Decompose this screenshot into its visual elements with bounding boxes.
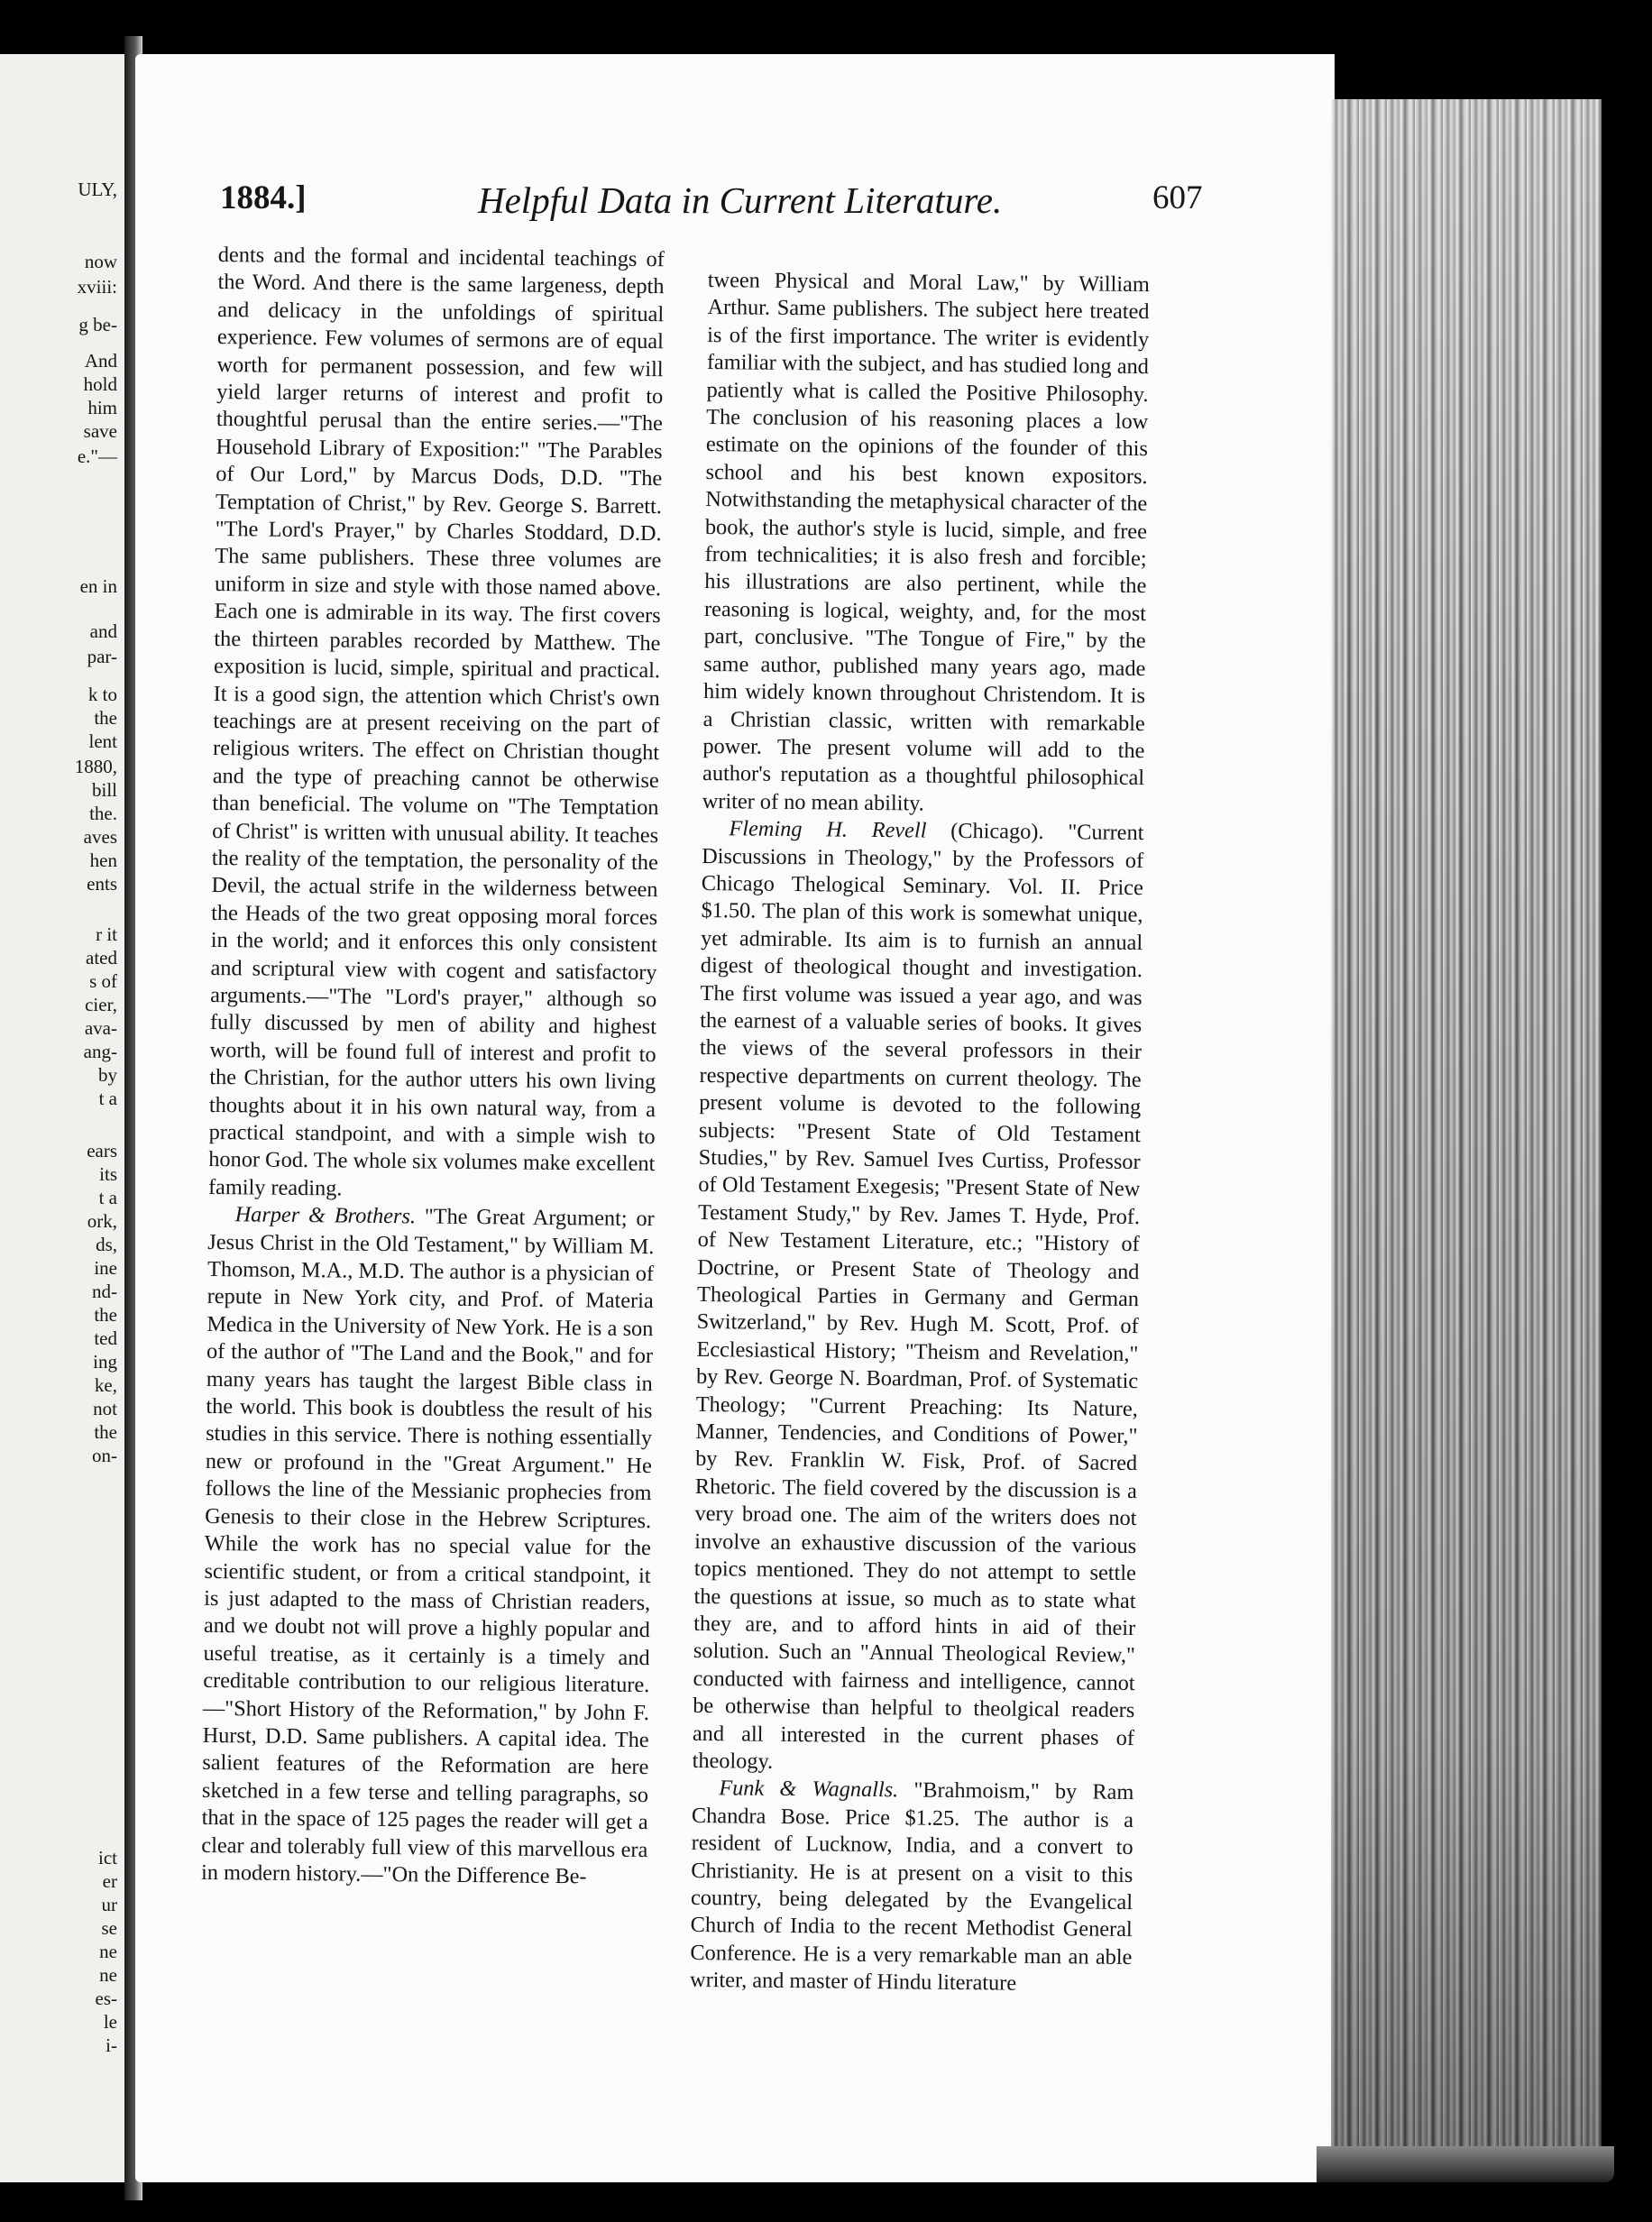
facing-page-text-fragment: ne: [99, 1964, 117, 1986]
page-number: 607: [1152, 179, 1203, 216]
facing-page-text-fragment: and: [89, 620, 117, 642]
facing-page-text-fragment: es-: [95, 1988, 117, 2009]
facing-page-text-fragment: t a: [98, 1187, 117, 1208]
publisher-name: Harper & Brothers.: [234, 1202, 417, 1229]
facing-page-text-fragment: not: [93, 1398, 117, 1419]
facing-page-text-fragment: ing: [93, 1351, 117, 1373]
facing-page-text-fragment: se: [101, 1917, 117, 1939]
facing-page-text-fragment: by: [98, 1064, 117, 1086]
facing-page-text-fragment: ke,: [94, 1374, 117, 1396]
facing-page-text-fragment: s of: [89, 970, 117, 992]
facing-page-text-fragment: 1880,: [74, 756, 117, 777]
paragraph: [208, 242, 665, 1206]
facing-page-text-fragment: And: [84, 350, 117, 372]
text-column-right: [690, 267, 1150, 1999]
facing-page-text-fragment: r it: [96, 923, 117, 945]
facing-page-text-fragment: ine: [94, 1257, 117, 1279]
facing-page-text-fragment: him: [87, 397, 117, 418]
facing-page-text-fragment: now: [84, 251, 117, 272]
facing-page-text-fragment: on-: [92, 1445, 117, 1466]
facing-page-text-fragment: par-: [87, 646, 117, 667]
facing-page-text-fragment: k to: [87, 684, 117, 705]
facing-page-text-fragment: ears: [87, 1140, 117, 1162]
paragraph-text: tween Physical and Moral Law," by William Arthur. Same publishers. The subject here treated is of the first importance. The writer is evidently familiar with the subject, and has studied long and patiently what is called the Positive Philosophy. The conclusion of his reasoning places a low estimate on the opinions of the founder of this school and his best known expositors. Notwithstanding the metaphysical character of the book, the author's style is lucid, simple, and free from technicalities; it is also fresh and forcible; his illustrations are also pertinent, while the reasoning is logical, weighty, and, for the most part, conclusive. "The Tongue of Fire," by the same author, published many years ago, made him widely known throughout Christendom. It is a Christian classic, written with remarkable power. The present volume will add to the author's reputation as a thoughtful philosophical writer of no mean ability.: [702, 267, 1150, 816]
facing-page-text-fragment: t a: [98, 1088, 117, 1109]
facing-page-text-fragment: ava-: [84, 1017, 117, 1039]
paragraph-text: "The Great Argument; or Jesus Christ in the Old Testament," by William M. Thomson, M.A., M.D. The author is a physician of repute in New York city, and Prof. of Materia Medica in the University of New York. He is a son of the author of "The Land and the Book," and for many years has taught the largest Bible class in the world. This book is doubtless the result of his studies in this service. There is nothing essentially new or profound in the "Great Argument." He follows the line of the Messianic prophecies from Genesis to their close in the Hebrew Scriptures. While the work has no special value for the scientific student, or from a critical standpoint, it is just adapted to the mass of Christian readers, and we doubt not will prove a highly popular and useful treatise, as it certainly is a timely and creditable contribution to our religious literature.—"Short History of the Reformation," by John F. Hurst, D.D. Same publishers. A capital idea. The salient features of the Reformation are here sketched in a few terse and telling paragraphs, so that in the space of 125 pages the reader will get a clear and tolerably full view of this marvellous era in modern history.—"On the Difference Be-: [200, 1204, 655, 1889]
facing-page-text-fragment: er: [102, 1870, 117, 1892]
facing-page-text-fragment: the.: [89, 803, 117, 824]
facing-page-text-fragment: lent: [88, 730, 117, 752]
paragraph: [201, 1201, 655, 1891]
facing-page-text-fragment: ULY,: [78, 179, 117, 200]
facing-page-text-fragment: ork,: [87, 1210, 117, 1232]
facing-page-text-fragment: ents: [87, 873, 117, 895]
facing-page-text-fragment: ds,: [96, 1234, 117, 1255]
facing-page-text-fragment: ne: [99, 1941, 117, 1962]
running-head-year: 1884.]: [220, 179, 307, 216]
paragraph: [702, 267, 1150, 820]
facing-page-text-fragment: nd-: [92, 1281, 117, 1302]
facing-page-text-fragment: cier,: [85, 994, 117, 1015]
paragraph-text: "Brahmoism," by Ram Chandra Bose. Price $1.25. The author is a resident of Lucknow, India, and a convert to Christianity. He is at present on a visit to this country, being delegated by the Evangelical Church of India to the recent Methodist General Conference. He is a very remarkable man an able writer, and master of Hindu literature: [689, 1777, 1134, 1996]
paragraph-text: dents and the formal and incidental teachings of the Word. And there is the same largeness, depth and delicacy in the unfoldings of spiritual experience. Few volumes of sermons are of equal worth for permanent possession, and few will yield larger returns of interest and profit to thoughtful perusal than the entire series.—"The Household Library of Exposition:" "The Parables of Our Lord," by Marcus Dods, D.D. "The Temptation of Christ," by Rev. George S. Barrett. "The Lord's Prayer," by Charles Stoddard, D.D. The same publishers. These three volumes are uniform in size and style with those named above. Each one is admirable in its way. The first covers the thirteen parables recorded by Matthew. The exposition is lucid, simple, spiritual and practical. It is a good sign, the attention which Christ's own teachings are at present receiving on the part of religious writers. The effect on Christian thought and the type of preaching cannot be otherwise than beneficial. The volume on "The Temptation of Christ" is written with unusual ability. It teaches the reality of the temptation, the personality of the Devil, the actual strife in the wilderness between the Heads of the two great opposing moral forces in the world; and it enforces this only consistent and scriptural view with cogent and satisfactory arguments.—"The "Lord's prayer," although so fully discussed by men of ability and highest worth, will be found full of interest and profit to the Christian, for the author utters his own living thoughts about it in his own natural way, from a practical standpoint, and with a simple wish to honor God. The whole six volumes make excellent family reading.: [207, 242, 665, 1201]
facing-page-text-fragment: hold: [83, 373, 117, 395]
facing-page-text-fragment: ict: [98, 1847, 117, 1868]
facing-page-text-fragment: hen: [89, 849, 117, 871]
paragraph: [692, 815, 1143, 1779]
paragraph: [690, 1775, 1134, 1998]
paragraph-text: (Chicago). "Current Discussions in Theology," by the Professors of Chicago Thelogical Seminary. Vol. II. Price $1.50. The plan of this work is somewhat unique, yet admirable. Its aim is to furnish an annual digest of theological thought and investigation. The first volume was issued a year ago, and was the earnest of a valuable series of books. It gives the views of the several professors in their respective departments on current theology. The present volume is devoted to the following subjects: "Present State of Old Testament Studies," by Rev. Samuel Ives Curtiss, Professor of Old Testament Exegesis; "Present State of New Testament Study," by Rev. James T. Hyde, Prof. of New Testament Literature, etc.; "History of Doctrine, or Present State of Theology and Theological Parties in Germany and German Switzerland," by Rev. Hugh M. Scott, Prof. of Ecclesiastical History; "Theism and Revelation," by Rev. George N. Boardman, Prof. of Systematic Theology; "Current Preaching: Its Nature, Manner, Tendencies, and Conditions of Power," by Rev. Franklin W. Fisk, Prof. of Sacred Rhetoric. The field covered by the discussion is a very broad one. The aim of the writers does not involve an exhaustive discussion of the various topics mentioned. They do not attempt to settle the questions at issue, so much as to state what they are, and to afford hints in aid of their solution. Such an "Annual Theological Review," conducted with fairness and intelligence, cannot be otherwise than helpful to theolgical readers and all interested in the current phases of theology.: [692, 818, 1144, 1774]
facing-page-text-fragment: ted: [94, 1327, 117, 1349]
book-bottom-edge: [1317, 2146, 1614, 2182]
publisher-name: Funk & Wagnalls.: [719, 1776, 899, 1803]
facing-page-text-fragment: ated: [86, 947, 117, 969]
facing-page-text-fragment: ang-: [83, 1041, 117, 1062]
facing-page-text-fragment: its: [99, 1163, 117, 1185]
facing-page-text-fragment: save: [83, 420, 117, 442]
publisher-name: Fleming H. Revell: [729, 816, 927, 843]
facing-page-text-fragment: the: [94, 1421, 117, 1443]
facing-page-text-fragment: e."—: [77, 445, 117, 467]
facing-page-text-fragment: en in: [79, 575, 117, 597]
facing-page-text-fragment: aves: [83, 826, 117, 848]
facing-page-text-fragment: the: [94, 707, 117, 729]
running-head-title: Helpful Data in Current Literature.: [478, 179, 1003, 221]
facing-page-fragment: [0, 54, 124, 2182]
text-column-left: [201, 242, 665, 1891]
facing-page-text-fragment: g be-: [78, 314, 117, 335]
facing-page-text-fragment: xviii:: [77, 276, 117, 298]
facing-page-text-fragment: i-: [106, 2034, 117, 2056]
facing-page-text-fragment: the: [94, 1304, 117, 1326]
facing-page-text-fragment: bill: [91, 779, 117, 801]
facing-page-text-fragment: ur: [101, 1894, 117, 1915]
facing-page-text-fragment: le: [103, 2011, 117, 2033]
page-edges-shade: [1331, 99, 1602, 2146]
